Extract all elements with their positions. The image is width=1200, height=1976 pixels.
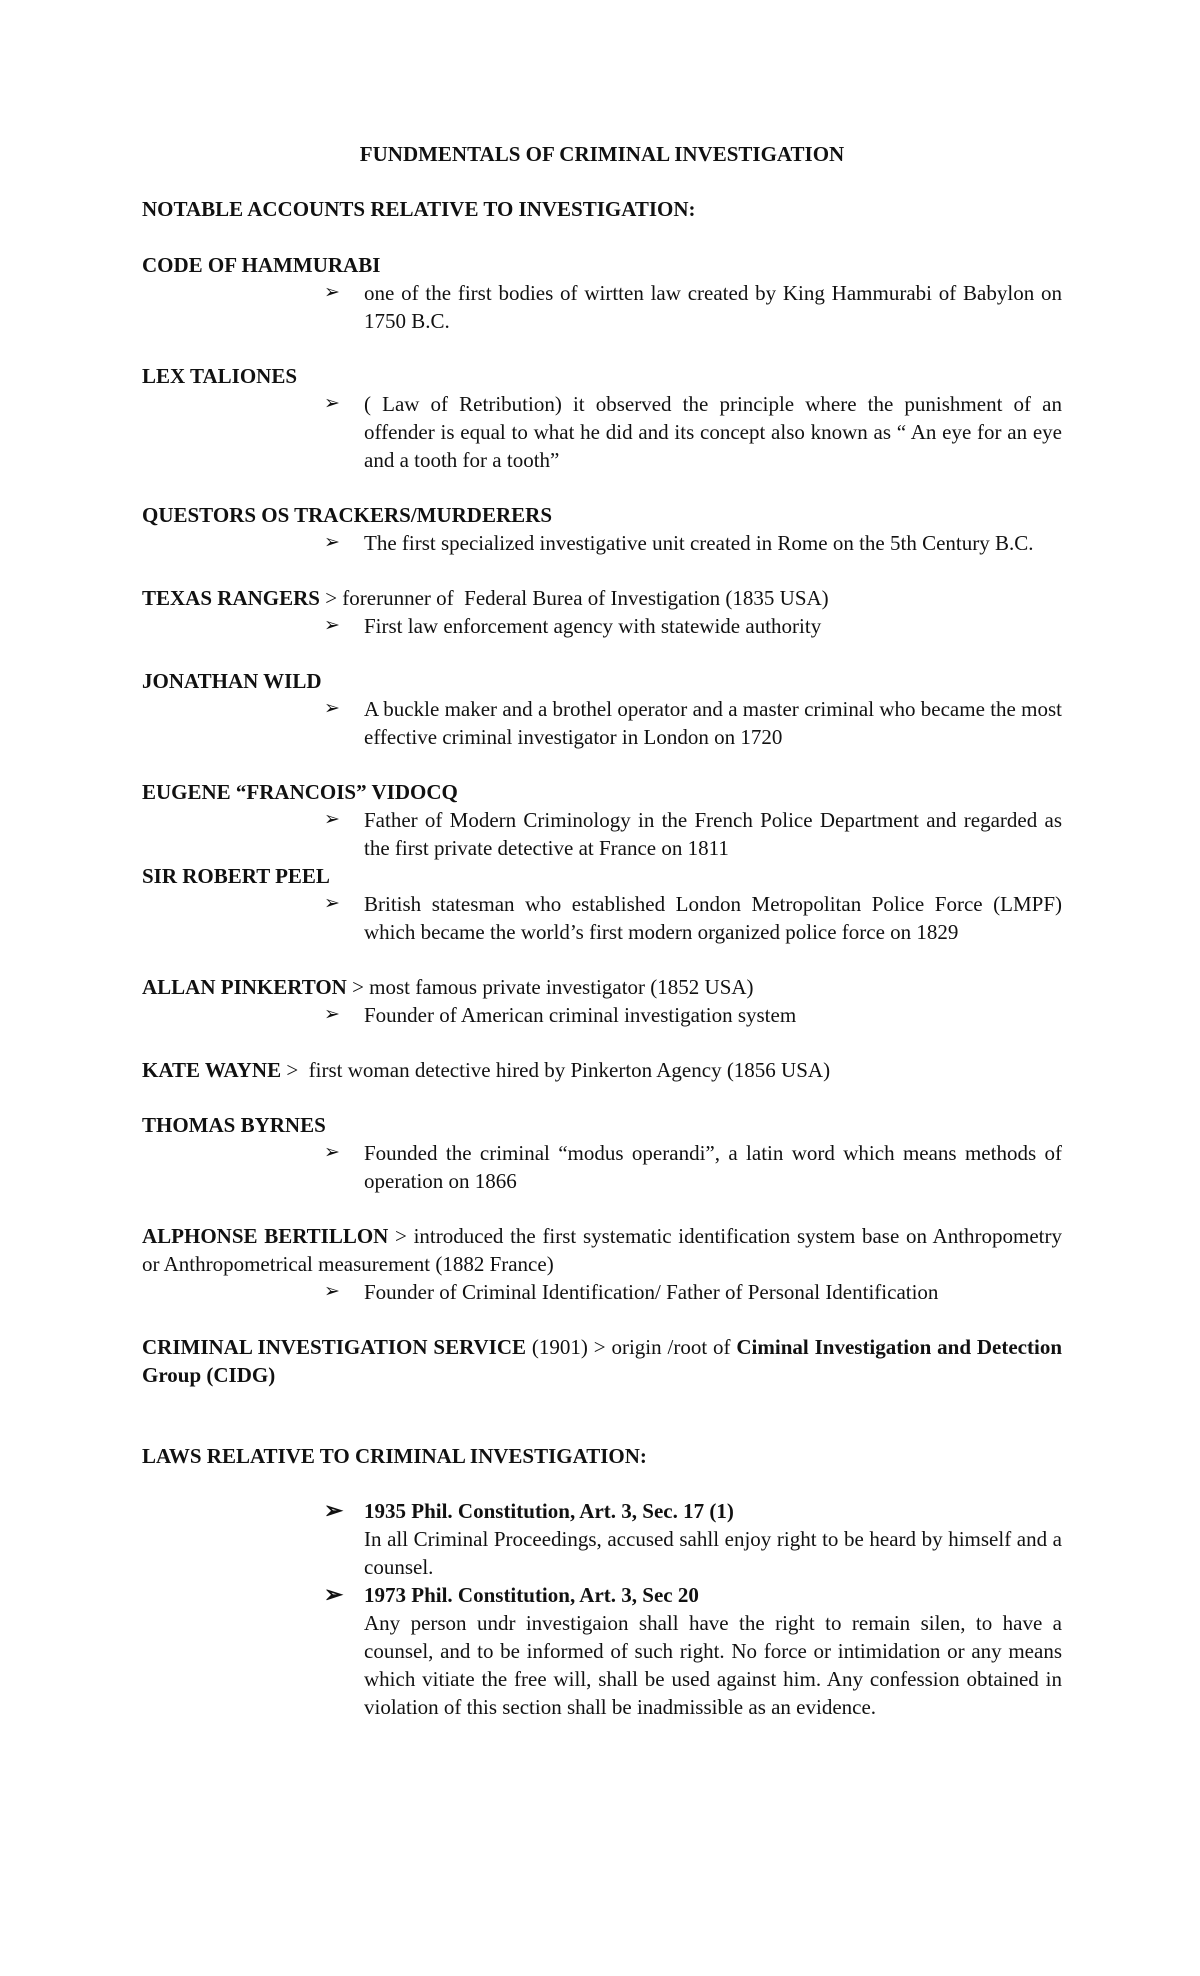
section-heading-laws: LAWS RELATIVE TO CRIMINAL INVESTIGATION:: [142, 1444, 647, 1468]
bullet-text: First law enforcement agency with statewide authority: [364, 614, 822, 638]
bullet-text: Founded the criminal “modus operandi”, a latin word which means methods of operation on 1866: [364, 1141, 1062, 1193]
arrow-bullet-icon: ➢: [324, 809, 340, 830]
entry-lex-taliones: [142, 362, 1062, 474]
entry-heading: EUGENE “FRANCOIS” VIDOCQ: [142, 780, 458, 804]
arrow-bullet-icon: ➢: [324, 393, 340, 414]
section-heading-notable-accounts: NOTABLE ACCOUNTS RELATIVE TO INVESTIGATION:: [142, 197, 696, 221]
entry-heading: CODE OF HAMMURABI: [142, 253, 381, 277]
bullet-text: ( Law of Retribution) it observed the principle where the punishment of an offender is equal to what he did and its concept also known as “ An eye for an eye and a tooth for a tooth”: [364, 392, 1062, 472]
law-1973-constitution: [142, 1581, 1062, 1721]
entry-bullet: [324, 806, 1062, 862]
entry-bullet: [324, 890, 1062, 946]
entry-bullet: [324, 695, 1062, 751]
entry-heading-tail: Ciminal Investigation and Detection Group (CIDG): [142, 1335, 1062, 1387]
bullet-text: Father of Modern Criminology in the French Police Department and regarded as the first private detective at France on 1811: [364, 808, 1062, 860]
law-1935-constitution: [142, 1497, 1062, 1581]
bullet-text: Founder of Criminal Identification/ Father of Personal Identification: [364, 1280, 939, 1304]
arrow-bullet-icon: ➢: [324, 532, 340, 553]
entry-bullet: [324, 1001, 1062, 1029]
arrow-bullet-icon: ➢: [324, 1004, 340, 1025]
arrow-bullet-icon: ➢: [324, 1281, 340, 1302]
entry-code-of-hammurabi: [142, 251, 1062, 335]
entry-jonathan-wild: [142, 667, 1062, 751]
entry-criminal-investigation-service: [142, 1333, 1062, 1389]
entry-vidocq: [142, 778, 1062, 862]
entry-bullet: [324, 1139, 1062, 1195]
entry-thomas-byrnes: [142, 1111, 1062, 1195]
document-page: [142, 140, 1068, 1721]
arrow-bullet-icon: ➢: [324, 1498, 344, 1523]
entry-heading-description: (1901) > origin /root of: [526, 1335, 737, 1359]
entry-bullet: [324, 390, 1062, 474]
entry-heading: TEXAS RANGERS: [142, 586, 320, 610]
law-text: In all Criminal Proceedings, accused sahll enjoy right to be heard by himself and a counsel.: [364, 1527, 1062, 1579]
arrow-bullet-icon: ➢: [324, 282, 340, 303]
document-title: FUNDMENTALS OF CRIMINAL INVESTIGATION: [359, 142, 845, 166]
entry-kate-wayne: [142, 1056, 1062, 1084]
entry-heading: ALPHONSE BERTILLON: [142, 1224, 389, 1248]
entry-heading-description: > first woman detective hired by Pinkerton Agency (1856 USA): [281, 1058, 831, 1082]
law-title: 1935 Phil. Constitution, Art. 3, Sec. 17 (1): [364, 1499, 734, 1523]
arrow-bullet-icon: ➢: [324, 1142, 340, 1163]
entry-heading-description: > most famous private investigator (1852 USA): [346, 975, 754, 999]
entry-heading: ALLAN PINKERTON: [142, 975, 347, 999]
entry-heading: SIR ROBERT PEEL: [142, 864, 330, 888]
entry-heading: QUESTORS OS TRACKERS/MURDERERS: [142, 503, 552, 527]
entry-heading: THOMAS BYRNES: [142, 1113, 326, 1137]
entry-heading: CRIMINAL INVESTIGATION SERVICE: [142, 1335, 527, 1359]
entry-heading-description: > forerunner of Federal Burea of Investigation (1835 USA): [319, 586, 829, 610]
entry-allan-pinkerton: [142, 973, 1062, 1029]
entry-sir-robert-peel: [142, 862, 1062, 946]
law-title: 1973 Phil. Constitution, Art. 3, Sec 20: [364, 1583, 699, 1607]
arrow-bullet-icon: ➢: [324, 615, 340, 636]
bullet-text: British statesman who established London Metropolitan Police Force (LMPF) which became the world’s first modern organized police force on 1829: [364, 892, 1062, 944]
entry-heading: KATE WAYNE: [142, 1058, 282, 1082]
bullet-text: The first specialized investigative unit created in Rome on the 5th Century B.C.: [364, 531, 1034, 555]
law-text: Any person undr investigaion shall have the right to remain silen, to have a counsel, and to be informed of such right. No force or intimidation or any means which vitiate the free will, shall be used against him. Any confession obtained in violation of this section shall be inadmissible as an evidence.: [364, 1611, 1062, 1719]
entry-bullet: [324, 529, 1062, 557]
arrow-bullet-icon: ➢: [324, 1582, 344, 1607]
arrow-bullet-icon: ➢: [324, 698, 340, 719]
entry-heading: LEX TALIONES: [142, 364, 298, 388]
entry-heading: JONATHAN WILD: [142, 669, 322, 693]
entry-texas-rangers: [142, 584, 1062, 640]
entry-bullet: [324, 279, 1062, 335]
entry-bullet: [324, 1278, 1062, 1306]
bullet-text: one of the first bodies of wirtten law created by King Hammurabi of Babylon on 1750 B.C.: [364, 281, 1062, 333]
entry-questors: [142, 501, 1062, 557]
bullet-text: A buckle maker and a brothel operator and a master criminal who became the most effective criminal investigator in London on 1720: [364, 697, 1062, 749]
entry-alphonse-bertillon: [142, 1222, 1068, 1306]
entry-bullet: [324, 612, 1062, 640]
arrow-bullet-icon: ➢: [324, 893, 340, 914]
bullet-text: Founder of American criminal investigation system: [364, 1003, 797, 1027]
entry-heading-description: > introduced the first systematic identification system base on Anthropometry or Anthropometrical measurement (1882 France): [142, 1224, 1068, 1276]
